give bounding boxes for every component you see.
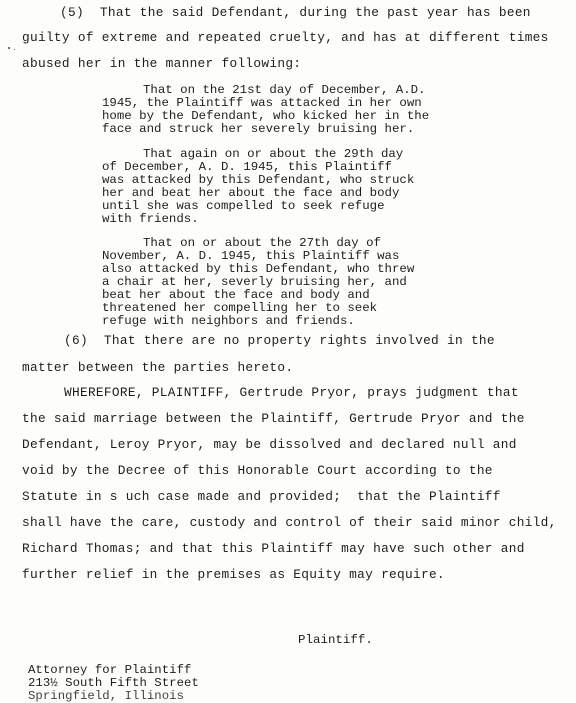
prayer-line: shall have the care, custody and control of their said minor child, [22, 515, 557, 530]
incident-line: of December, A. D. 1945, this Plaintiff [102, 160, 392, 174]
paragraph-5-line: abused her in the manner following: [22, 56, 302, 71]
incident-line: with friends. [102, 212, 199, 226]
attorney-address: 213½ South Fifth Street [28, 676, 199, 690]
paragraph-5-line: (5) That the said Defendant, during the past year has been [60, 5, 531, 20]
paragraph-5-line: guilty of extreme and repeated cruelty, and has at different times [22, 30, 549, 45]
prayer-line: Statute in s uch case made and provided; that the Plaintiff [22, 489, 501, 504]
prayer-line: further relief in the premises as Equity may require. [22, 567, 445, 582]
prayer-line: Richard Thomas; and that this Plaintiff may have such other and [22, 541, 525, 556]
incident-line: beat her about the face and body and [102, 288, 370, 302]
incident-line: her and beat her about the face and body [102, 186, 400, 200]
incident-line: 1945, the Plaintiff was attacked in her own [102, 96, 422, 110]
incident-line: also attacked by this Defendant, who threw [102, 262, 415, 276]
incident-line: That on the 21st day of December, A.D. [143, 83, 426, 97]
attorney-city: Springfield, Illinois [28, 689, 185, 703]
prayer-line: void by the Decree of this Honorable Court according to the [22, 463, 493, 478]
prayer-line: Defendant, Leroy Pryor, may be dissolved and declared null and [22, 437, 517, 452]
incident-line: home by the Defendant, who kicked her in the [102, 109, 430, 123]
incident-line: November, A. D. 1945, this Plaintiff was [102, 249, 400, 263]
incident-line: face and struck her severely bruising her. [102, 122, 415, 136]
incident-line: a chair at her, severly bruising her, and [102, 275, 407, 289]
incident-line: threatened her compelling her to seek [102, 301, 378, 315]
scan-speck [8, 47, 10, 49]
paragraph-6-line: matter between the parties hereto. [22, 360, 294, 375]
scan-speck [14, 49, 15, 50]
incident-line: That on or about the 27th day of [143, 236, 381, 250]
attorney-title: Attorney for Plaintiff [28, 663, 192, 677]
plaintiff-label: Plaintiff. [298, 633, 373, 647]
prayer-line: the said marriage between the Plaintiff, Gertrude Pryor and the [22, 411, 525, 426]
incident-line: refuge with neighbors and friends. [102, 314, 355, 328]
prayer-line: WHEREFORE, PLAINTIFF, Gertrude Pryor, prays judgment that [64, 385, 519, 400]
incident-line: until she was compelled to seek refuge [102, 199, 385, 213]
paragraph-6-line: (6) That there are no property rights involved in the [64, 333, 495, 348]
incident-line: was attacked by this Defendant, who struck [102, 173, 415, 187]
incident-line: That again on or about the 29th day [143, 147, 404, 161]
